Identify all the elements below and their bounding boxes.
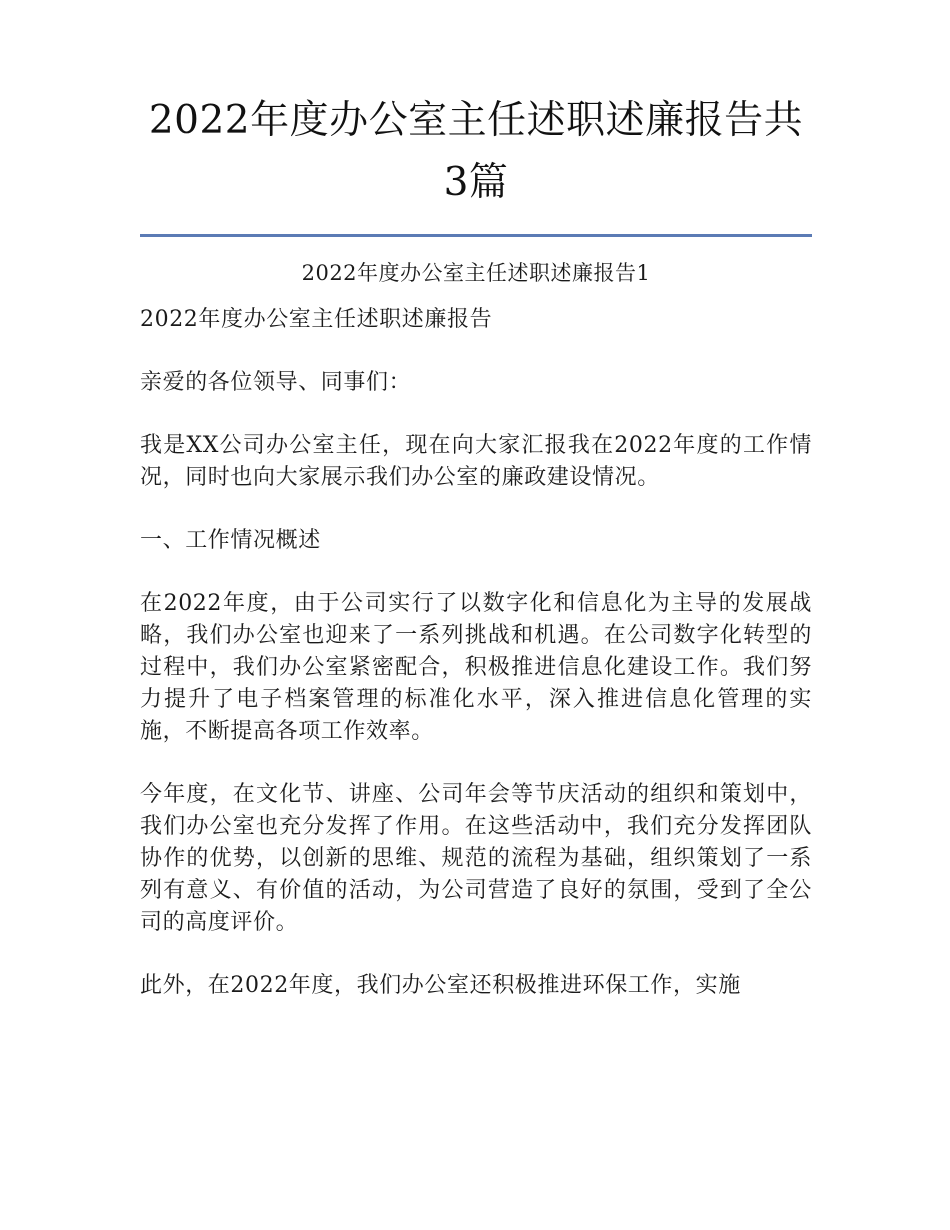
document-title: 2022年度办公室主任述职述廉报告共3篇 xyxy=(148,98,804,205)
paragraph-salutation: 亲爱的各位领导、同事们： xyxy=(140,370,412,395)
section-subtitle: 2022年度办公室主任述职述廉报告1 xyxy=(301,261,651,285)
title-divider xyxy=(140,234,812,237)
paragraph-environmental: 此外，在2022年度，我们办公室还积极推进环保工作，实施 xyxy=(140,973,741,998)
paragraph-section-heading: 一、工作情况概述 xyxy=(140,528,321,553)
paragraph-events: 今年度，在文化节、讲座、公司年会等节庆活动的组织和策划中，我们办公室也充分发挥了作用。在这些活动中，我们充分发挥团队协作的优势，以创新的思维、规范的流程为基础，组织策划了一系列有意义、有价值的活动，为公司营造了良好的氛围，受到了全公司的高度评价。 xyxy=(140,782,812,935)
paragraph-report-heading: 2022年度办公室主任述职述廉报告 xyxy=(140,307,493,332)
paragraph-digital-transformation: 在2022年度，由于公司实行了以数字化和信息化为主导的发展战略，我们办公室也迎来了一系列挑战和机遇。在公司数字化转型的过程中，我们办公室紧密配合，积极推进信息化建设工作。我们努力提升了电子档案管理的标准化水平，深入推进信息化管理的实施，不断提高各项工作效率。 xyxy=(140,591,812,744)
document-page xyxy=(140,90,812,1002)
paragraph-introduction: 我是XX公司办公室主任，现在向大家汇报我在2022年度的工作情况，同时也向大家展示我们办公室的廉政建设情况。 xyxy=(140,433,812,490)
